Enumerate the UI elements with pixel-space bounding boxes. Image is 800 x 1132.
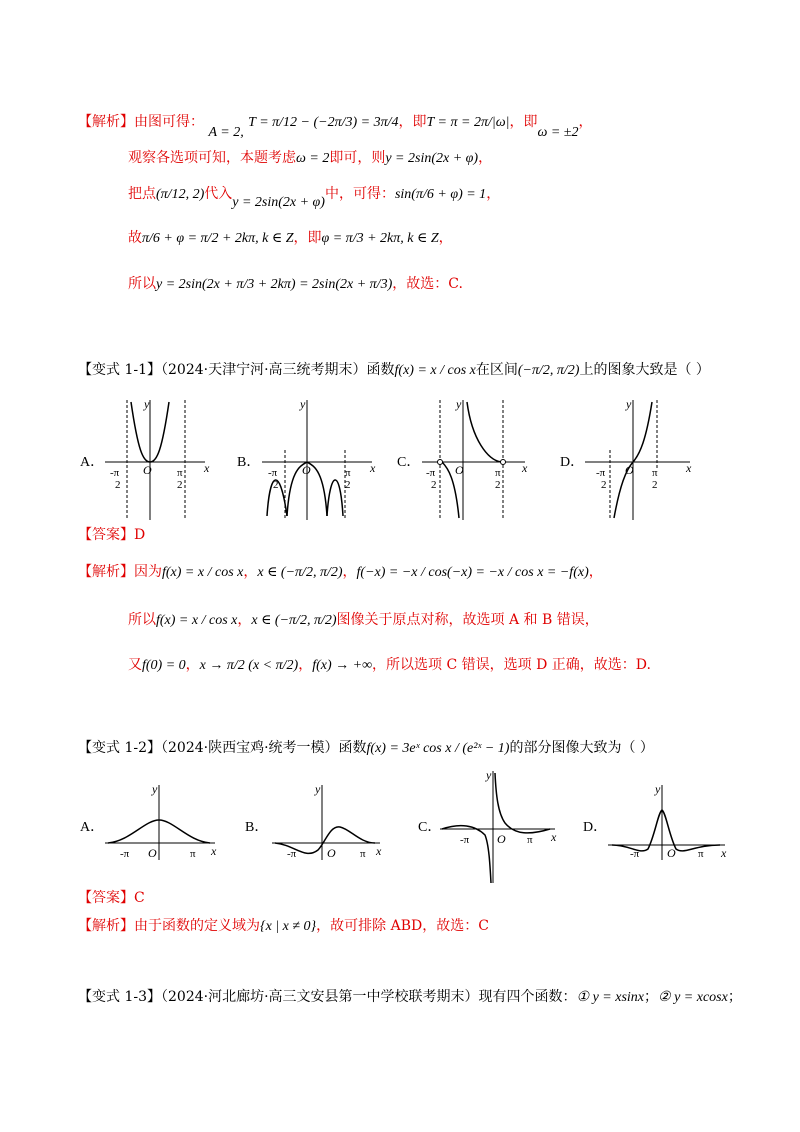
v2-graph-b [245,782,382,860]
v1-options-graphs [0,390,800,530]
x-label: x [204,461,210,475]
svg-text:x: x [370,461,376,475]
v1-answer-value: D [134,527,146,543]
s1-eq-omega: ω = ±2 [537,125,579,140]
svg-text:-π: -π [287,848,297,860]
v2-head: 【变式 1-2】 [78,740,161,756]
svg-text:2: 2 [431,479,437,491]
v2-answer: 【答案】C [78,890,145,906]
svg-text:y: y [315,782,321,796]
svg-text:O: O [455,463,464,477]
o-label: O [143,463,152,477]
v1-exp-line2: 所以f(x) = x / cos x，x ∈ (−π/2, π/2)图像关于原点对称，故选项 A 和 B 错误， [128,612,599,628]
pi-half-label: π [177,467,183,479]
svg-text:2: 2 [345,479,351,491]
svg-text:2: 2 [652,479,658,491]
v3-head: 【变式 1-3】 [78,989,161,1005]
svg-text:π: π [360,848,366,860]
svg-text:x: x [211,844,217,858]
v1-exp-line1: 【解析】因为f(x) = x / cos x，x ∈ (−π/2, π/2)，f(−x) = −x / cos(−x) = −x / cos x = −f(x)， [78,564,603,580]
svg-text:O: O [667,846,676,860]
v2-graph-c [418,768,557,883]
svg-text:π: π [527,834,533,846]
svg-text:O: O [148,846,157,860]
svg-text:2: 2 [495,479,501,491]
svg-text:y: y [626,397,632,411]
svg-text:-π: -π [426,467,436,479]
svg-text:x: x [721,846,727,860]
v1-opt-b-label: B． [237,455,261,470]
v2-opt-a-label: A． [80,820,105,835]
svg-text:y: y [486,768,492,782]
s1-line1: 【解析】由图可得： A = 2, T = π/12 − (−2π/3) = 3π/4，即T = π = 2π/|ω|，即ω = ±2， [78,114,593,140]
v2-exp: 【解析】由于函数的定义域为{x | x ≠ 0}，故可排除 ABD，故选：C [78,918,489,934]
v3-question: 【变式 1-3】（2024·河北廊坊·高三文安县第一中学校联考期末）现有四个函数：① y = xsinx；② y = xcosx； [78,989,742,1005]
svg-text:2: 2 [177,479,183,491]
v1-graph-c [397,397,528,520]
v2-opt-b-label: B． [245,820,269,835]
svg-text:O: O [327,846,336,860]
v2-options-graphs [0,765,800,885]
v1-head: 【变式 1-1】 [78,362,161,378]
s1-eq-t: T = π/12 − (−2π/3) = 3π/4 [248,115,399,130]
y-label: y [144,397,150,411]
svg-text:y: y [152,782,158,796]
v2-question: 【变式 1-2】（2024·陕西宝鸡·统考一模）函数f(x) = 3eˣ cos x / (e²ˣ − 1)的部分图像大致为（ ） [78,740,654,756]
v2-opt-d-label: D． [583,820,608,835]
v1-answer: 【答案】D [78,527,146,543]
s1-line4: 故π/6 + φ = π/2 + 2kπ, k ∈ Z，即φ = π/3 + 2kπ, k ∈ Z， [128,230,453,246]
svg-text:x: x [551,830,557,844]
v1-opt-a-label: A． [80,455,105,470]
svg-text:y: y [300,397,306,411]
s1-eq-period: T = π = 2π/|ω| [426,115,510,130]
svg-text:x: x [376,844,382,858]
svg-text:y: y [456,397,462,411]
s1-line2: 观察各选项可知，本题考虑ω = 2即可，则y = 2sin(2x + φ)， [128,150,493,166]
v1-graph-a [80,397,210,520]
s1-line3: 把点(π/12, 2)代入y = 2sin(2x + φ)中，可得：sin(π/6 + φ) = 1， [128,186,501,210]
svg-text:x: x [522,461,528,475]
s1-eq-a: A = 2, [208,125,244,140]
s1-line5: 所以y = 2sin(2x + π/3 + 2kπ) = 2sin(2x + π/3)，故选：C. [128,276,463,292]
svg-text:π: π [652,467,658,479]
svg-text:-π: -π [596,467,606,479]
svg-text:-π: -π [630,848,640,860]
svg-text:π: π [345,467,351,479]
svg-text:π: π [698,848,704,860]
svg-text:π: π [190,848,196,860]
svg-text:O: O [497,832,506,846]
svg-text:-π: -π [460,834,470,846]
v1-question: 【变式 1-1】（2024·天津宁河·高三统考期末）函数f(x) = x / cos x在区间(−π/2, π/2)上的图象大致是（ ） [78,362,710,378]
svg-text:2: 2 [115,479,121,491]
s1-tag: 【解析】 [78,114,134,130]
svg-text:2: 2 [601,479,607,491]
v1-graph-d [560,397,692,520]
v2-graph-a [80,782,217,860]
svg-text:-π: -π [120,848,130,860]
v2-answer-value: C [134,890,145,906]
svg-text:-π: -π [268,467,278,479]
svg-text:π: π [495,467,501,479]
v2-graph-d [583,782,727,860]
svg-text:2: 2 [273,479,279,491]
svg-text:x: x [686,461,692,475]
v1-opt-c-label: C． [397,455,421,470]
v1-opt-d-label: D． [560,455,585,470]
neg-pi-half-label: -π [110,467,120,479]
v1-graph-b [237,397,376,520]
v1-exp-line3: 又f(0) = 0，x → π/2 (x < π/2)，f(x) → +∞，所以选项 C 错误，选项 D 正确，故选：D. [128,657,651,673]
v2-opt-c-label: C． [418,820,442,835]
svg-text:O: O [625,463,634,477]
svg-text:y: y [655,782,661,796]
svg-text:O: O [302,463,311,477]
